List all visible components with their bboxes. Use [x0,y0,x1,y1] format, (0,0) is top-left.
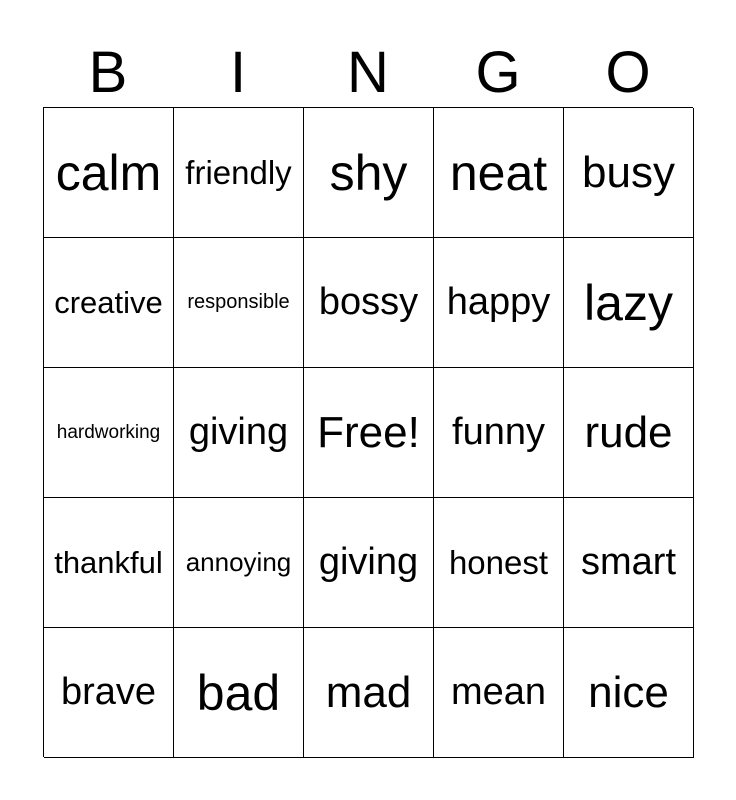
bingo-cell[interactable]: calm [44,108,174,238]
bingo-board [43,107,693,757]
bingo-cell[interactable]: honest [434,498,564,628]
bingo-cell[interactable]: shy [304,108,434,238]
bingo-cell[interactable]: responsible [174,238,304,368]
bingo-cell[interactable]: smart [564,498,694,628]
bingo-cell[interactable]: happy [434,238,564,368]
bingo-cell[interactable]: neat [434,108,564,238]
bingo-cell[interactable]: thankful [44,498,174,628]
header-letter-o: O [605,40,651,105]
header-letter-i: I [229,40,247,105]
bingo-header [43,40,693,106]
bingo-cell[interactable]: lazy [564,238,694,368]
header-letter-g: G [475,40,521,105]
bingo-cell[interactable]: creative [44,238,174,368]
bingo-cell[interactable]: rude [564,368,694,498]
bingo-cell[interactable]: mad [304,628,434,758]
bingo-cell[interactable]: hardworking [44,368,174,498]
bingo-cell[interactable]: nice [564,628,694,758]
bingo-cell[interactable]: brave [44,628,174,758]
bingo-cell[interactable]: giving [174,368,304,498]
header-letter-n: N [347,40,389,105]
bingo-cell[interactable]: funny [434,368,564,498]
bingo-cell[interactable]: annoying [174,498,304,628]
bingo-cell[interactable]: friendly [174,108,304,238]
bingo-cell[interactable]: mean [434,628,564,758]
bingo-cell[interactable]: bossy [304,238,434,368]
header-letter-b: B [88,40,128,105]
bingo-cell[interactable]: bad [174,628,304,758]
free-space-cell[interactable]: Free! [304,368,434,498]
bingo-cell[interactable]: busy [564,108,694,238]
bingo-cell[interactable]: giving [304,498,434,628]
